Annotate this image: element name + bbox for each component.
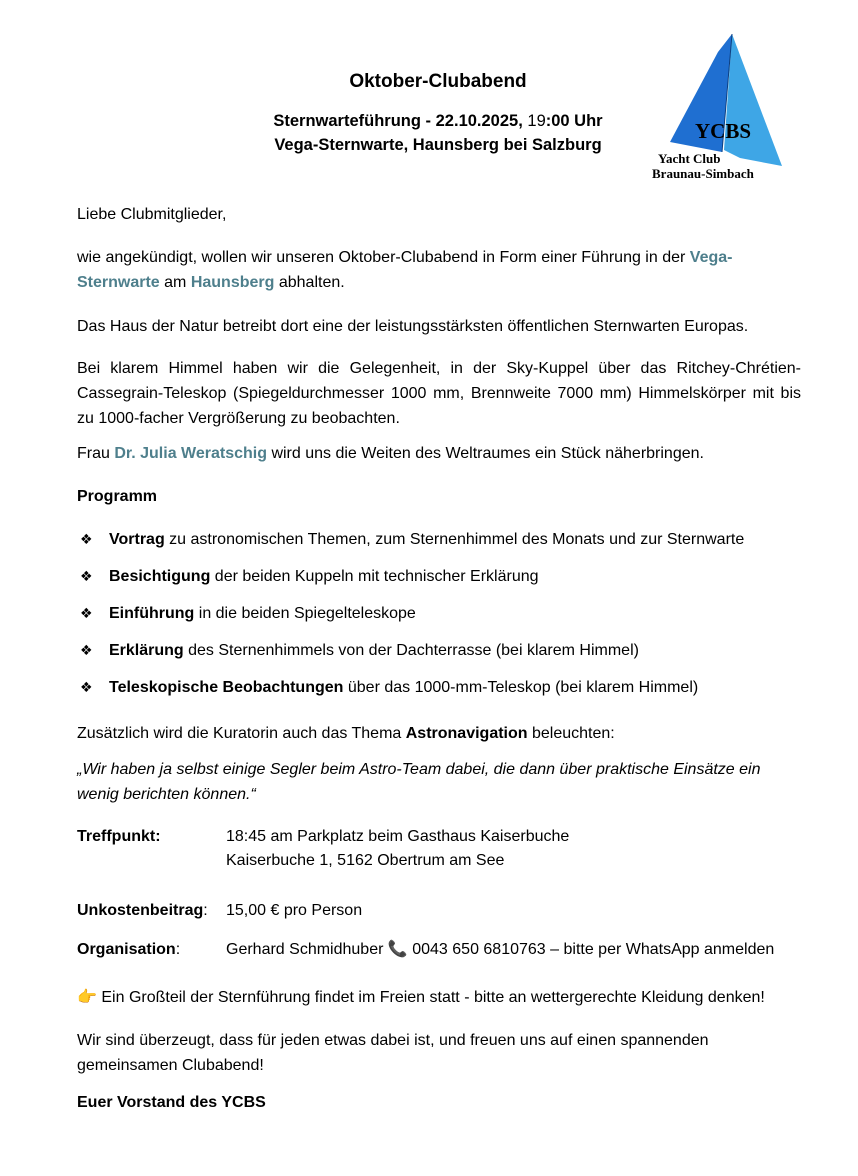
bullet-icon: ❖ — [80, 605, 93, 621]
program-item: ❖ Erklärung des Sternenhimmels von der Dachterrasse (bei klarem Himmel) — [80, 639, 639, 662]
closing-paragraph: Wir sind überzeugt, dass für jeden etwas dabei ist, und freuen uns auf einen spannenden gemeinsamen Clubabend! — [77, 1032, 709, 1074]
weather-note: 👉 Ein Großteil der Sternführung findet im Freien statt - bitte an wettergerechte Kleidung denken! — [77, 989, 765, 1006]
unkostenbeitrag-value: 15,00 € pro Person — [226, 902, 363, 919]
haus-paragraph: Das Haus der Natur betreibt dort eine der leistungsstärksten öffentlichen Sternwarten Europas. — [77, 318, 749, 335]
page-title: Oktober-Clubabend — [349, 71, 527, 92]
ycbs-logo — [648, 32, 790, 184]
event-location: Vega-Sternwarte, Haunsberg bei Salzburg — [274, 136, 602, 154]
greeting: Liebe Clubmitglieder, — [77, 206, 227, 223]
organisation-value: Gerhard Schmidhuber 📞 0043 650 6810763 – bitte per WhatsApp anmelden — [226, 941, 775, 958]
program-item: ❖ Vortrag zu astronomischen Themen, zum Sternenhimmel des Monats und zur Sternwarte — [80, 528, 744, 551]
bullet-icon: ❖ — [80, 568, 93, 584]
phone-icon: 📞 — [387, 941, 408, 958]
himmel-paragraph: Bei klarem Himmel haben wir die Gelegenheit, in der Sky-Kuppel über das Ritchey-Chrétien-Cassegrain-Teleskop (Spiegeldurchmesser 1000 mm, Brennweite 7000 mm) Himmelskörper mit bis zu 1000-facher Vergrößerung zu beobachten. — [77, 360, 801, 427]
programm-heading: Programm — [77, 488, 158, 505]
treffpunkt-line2: Kaiserbuche 1, 5162 Obertrum am See — [226, 852, 505, 869]
speaker-paragraph: Frau Dr. Julia Weratschig wird uns die Weiten des Weltraumes ein Stück näherbringen. — [77, 445, 704, 462]
pointing-hand-icon: 👉 — [77, 989, 97, 1006]
unkostenbeitrag-label: Unkostenbeitrag: — [77, 902, 208, 919]
signature: Euer Vorstand des YCBS — [77, 1094, 266, 1111]
logo-sail-right — [724, 34, 782, 166]
bullet-icon: ❖ — [80, 642, 93, 658]
event-subtitle: Sternwarteführung - 22.10.2025, 19:00 Uhr — [273, 112, 603, 130]
logo-abbr: YCBS — [695, 119, 752, 143]
logo-line1: Yacht Club — [658, 151, 721, 166]
organisation-label: Organisation: — [77, 941, 181, 958]
logo-line2: Braunau-Simbach — [652, 166, 754, 181]
bullet-icon: ❖ — [80, 679, 93, 695]
program-item: ❖ Teleskopische Beobachtungen über das 1000-mm-Teleskop (bei klarem Himmel) — [80, 676, 698, 699]
program-item: ❖ Einführung in die beiden Spiegelteleskope — [80, 602, 416, 625]
bullet-icon: ❖ — [80, 531, 93, 547]
quote: „Wir haben ja selbst einige Segler beim Astro-Team dabei, die dann über praktische Einsätze ein wenig berichten können.“ — [77, 761, 761, 803]
astronavigation-paragraph: Zusätzlich wird die Kuratorin auch das Thema Astronavigation beleuchten: — [77, 725, 615, 742]
program-item: ❖ Besichtigung der beiden Kuppeln mit technischer Erklärung — [80, 565, 539, 588]
intro-paragraph: wie angekündigt, wollen wir unseren Oktober-Clubabend in Form einer Führung in der Vega- Sternwarte am Haunsberg abhalten. — [77, 249, 733, 291]
treffpunkt-line1: 18:45 am Parkplatz beim Gasthaus Kaiserbuche — [226, 828, 570, 845]
treffpunkt-label: Treffpunkt: — [77, 828, 161, 845]
